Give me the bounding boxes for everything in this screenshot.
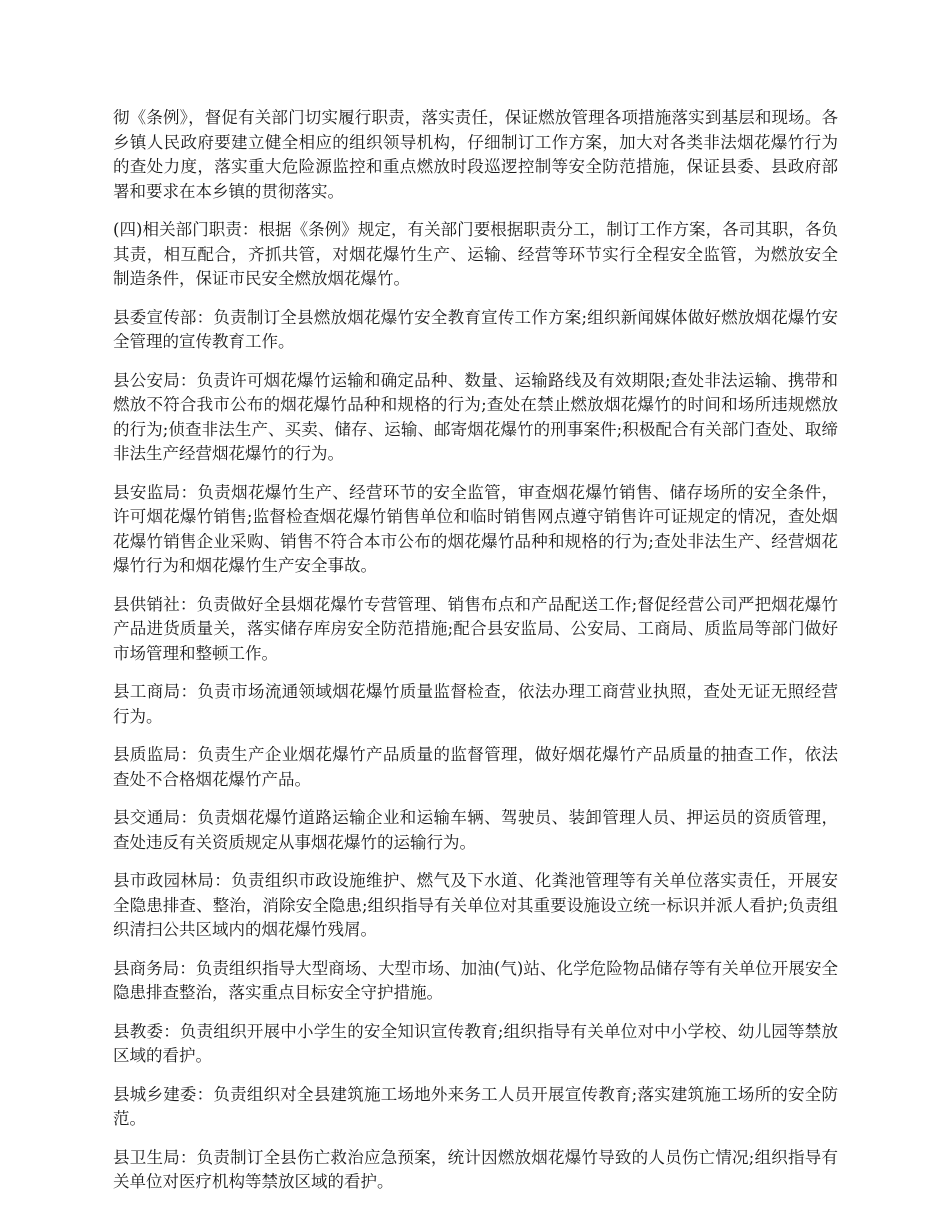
paragraph-8: 县质监局：负责生产企业烟花爆竹产品质量的监督管理，做好烟花爆竹产品质量的抽查工作，依法查处不合格烟花爆竹产品。 xyxy=(113,745,838,789)
paragraph-7: 县工商局：负责市场流通领域烟花爆竹质量监督检查，依法办理工商营业执照，查处无证无照经营行为。 xyxy=(113,682,838,726)
paragraph-14: 县卫生局：负责制订全县伤亡救治应急预案，统计因燃放烟花爆竹导致的人员伤亡情况;组织指导有关单位对医疗机构等禁放区域的看护。 xyxy=(113,1147,838,1191)
paragraph-1: 彻《条例》，督促有关部门切实履行职责，落实责任，保证燃放管理各项措施落实到基层和现场。各乡镇人民政府要建立健全相应的组织领导机构，仔细制订工作方案，加大对各类非法烟花爆竹行为的查处力度，落实重大危险源监控和重点燃放时段巡逻控制等安全防范措施，保证县委、县政府部署和要求在本乡镇的贯彻落实。 xyxy=(113,108,838,201)
paragraph-11: 县商务局：负责组织指导大型商场、大型市场、加油(气)站、化学危险物品储存等有关单位开展安全隐患排查整治，落实重点目标安全守护措施。 xyxy=(113,958,838,1002)
paragraph-10: 县市政园林局：负责组织市政设施维护、燃气及下水道、化粪池管理等有关单位落实责任，开展安全隐患排查、整治，消除安全隐患;组织指导有关单位对其重要设施设立统一标识并派人看护;负责组织清扫公共区域内的烟花爆竹残屑。 xyxy=(113,871,838,939)
paragraph-12: 县教委：负责组织开展中小学生的安全知识宣传教育;组织指导有关单位对中小学校、幼儿园等禁放区域的看护。 xyxy=(113,1021,838,1065)
document-body xyxy=(113,106,838,1209)
paragraph-3: 县委宣传部：负责制订全县燃放烟花爆竹安全教育宣传工作方案;组织新闻媒体做好燃放烟花爆竹安全管理的宣传教育工作。 xyxy=(113,307,838,351)
paragraph-4: 县公安局：负责许可烟花爆竹运输和确定品种、数量、运输路线及有效期限;查处非法运输、携带和燃放不符合我市公布的烟花爆竹品种和规格的行为;查处在禁止燃放烟花爆竹的时间和场所违规燃放的行为;侦查非法生产、买卖、储存、运输、邮寄烟花爆竹的刑事案件;积极配合有关部门查处、取缔非法生产经营烟花爆竹的行为。 xyxy=(113,370,838,463)
paragraph-2: (四)相关部门职责：根据《条例》规定，有关部门要根据职责分工，制订工作方案，各司其职，各负其责，相互配合，齐抓共管，对烟花爆竹生产、运输、经营等环节实行全程安全监管，为燃放安全制造条件，保证市民安全燃放烟花爆竹。 xyxy=(113,220,838,288)
paragraph-9: 县交通局：负责烟花爆竹道路运输企业和运输车辆、驾驶员、装卸管理人员、押运员的资质管理，查处违反有关资质规定从事烟花爆竹的运输行为。 xyxy=(113,808,838,852)
paragraph-6: 县供销社：负责做好全县烟花爆竹专营管理、销售布点和产品配送工作;督促经营公司严把烟花爆竹产品进货质量关，落实储存库房安全防范措施;配合县安监局、公安局、工商局、质监局等部门做好市场管理和整顿工作。 xyxy=(113,594,838,663)
paragraph-13: 县城乡建委：负责组织对全县建筑施工场地外来务工人员开展宣传教育;落实建筑施工场所的安全防范。 xyxy=(113,1084,838,1128)
paragraph-5: 县安监局：负责烟花爆竹生产、经营环节的安全监管，审查烟花爆竹销售、储存场所的安全条件，许可烟花爆竹销售;监督检查烟花爆竹销售单位和临时销售网点遵守销售许可证规定的情况，查处烟花爆竹销售企业采购、销售不符合本市公布的烟花爆竹品种和规格的行为;查处非法生产、经营烟花爆竹行为和烟花爆竹生产安全事故。 xyxy=(113,482,838,575)
